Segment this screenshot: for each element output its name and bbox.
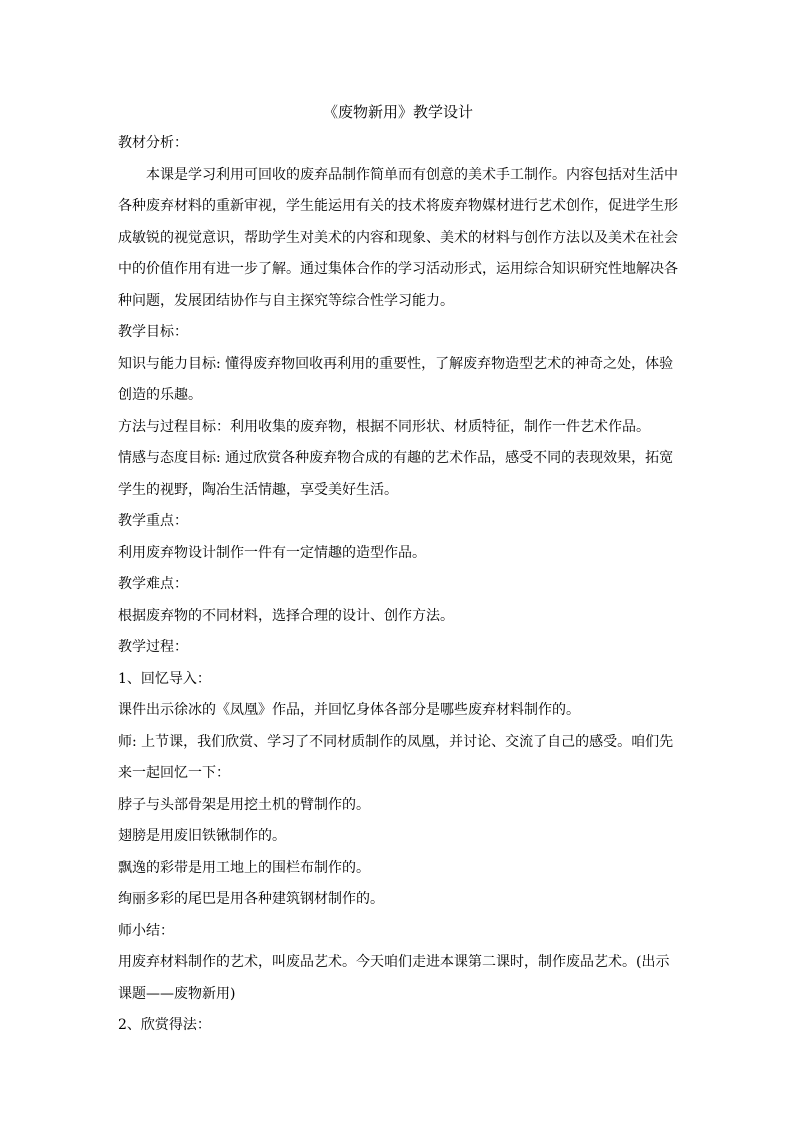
analysis-line: 成敏锐的视觉意识，帮助学生对美术的内容和现象、美术的材料与创作方法以及美术在社会	[118, 229, 678, 246]
analysis-paragraph	[118, 160, 678, 318]
goal-knowledge-line: 创造的乐趣。	[118, 387, 202, 403]
analysis-heading: 教材分析：	[118, 135, 188, 151]
document-title: 《废物新用》教学设计	[322, 103, 473, 121]
key-text: 利用废弃物设计制作一件有一定情趣的造型作品。	[118, 544, 426, 561]
teacher-line: 师: 上节课，我们欣赏、学习了不同材质制作的凤凰，并讨论、交流了自己的感受。咱们先	[118, 733, 674, 750]
summary-line: 课题——废物新用)	[118, 985, 236, 1002]
goals-heading: 教学目标：	[118, 324, 188, 340]
step1-heading: 1、回忆导入：	[118, 670, 211, 687]
difficulty-heading: 教学难点：	[118, 576, 188, 592]
summary-paragraph	[118, 947, 678, 1010]
analysis-line: 中的价值作用有进一步了解。通过集体合作的学习活动形式，运用综合知识研究性地解决各	[118, 261, 678, 277]
step1-intro: 课件出示徐冰的《凤凰》作品，并回忆身体各部分是哪些废弃材料制作的。	[118, 702, 580, 718]
difficulty-text: 根据废弃物的不同材料，选择合理的设计、创作方法。	[118, 607, 454, 624]
goal-emotion	[118, 443, 678, 506]
teacher-speech	[118, 727, 678, 790]
key-heading: 教学重点：	[118, 513, 188, 529]
goal-emotion-line: 情感与态度目标: 通过欣赏各种废弃物合成的有趣的艺术作品，感受不同的表现效果，拓宽	[118, 450, 674, 466]
teacher-line: 来一起回忆一下：	[118, 765, 230, 781]
recall-item: 绚丽多彩的尾巴是用各种建筑钢材制作的。	[118, 891, 384, 907]
process-heading: 教学过程：	[118, 639, 188, 655]
recall-item: 翅膀是用废旧铁锹制作的。	[118, 828, 286, 844]
goal-knowledge	[118, 349, 678, 412]
goal-knowledge-line: 知识与能力目标: 懂得废弃物回收再利用的重要性，了解废弃物造型艺术的神奇之处，体验	[118, 355, 674, 372]
recall-item: 脖子与头部骨架是用挖土机的臂制作的。	[118, 796, 370, 813]
step2-heading: 2、欣赏得法：	[118, 1017, 211, 1033]
recall-item: 飘逸的彩带是用工地上的围栏布制作的。	[118, 859, 370, 876]
summary-line: 用废弃材料制作的艺术，叫废品艺术。今天咱们走进本课第二课时，制作废品艺术。(出示	[118, 954, 670, 970]
summary-heading: 师小结：	[118, 922, 174, 939]
document-page	[118, 96, 678, 1042]
analysis-line: 种问题，发展团结协作与自主探究等综合性学习能力。	[118, 292, 454, 309]
analysis-line: 各种废弃材料的重新审视，学生能运用有关的技术将废弃物媒材进行艺术创作，促进学生形	[118, 198, 678, 214]
goal-emotion-line: 学生的视野，陶冶生活情趣，享受美好生活。	[118, 481, 398, 498]
analysis-line: 本课是学习利用可回收的废弃品制作简单而有创意的美术手工制作。内容包括对生活中	[146, 166, 678, 183]
goal-method: 方法与过程目标：利用收集的废弃物，根据不同形状、材质特征，制作一件艺术作品。	[118, 418, 650, 435]
